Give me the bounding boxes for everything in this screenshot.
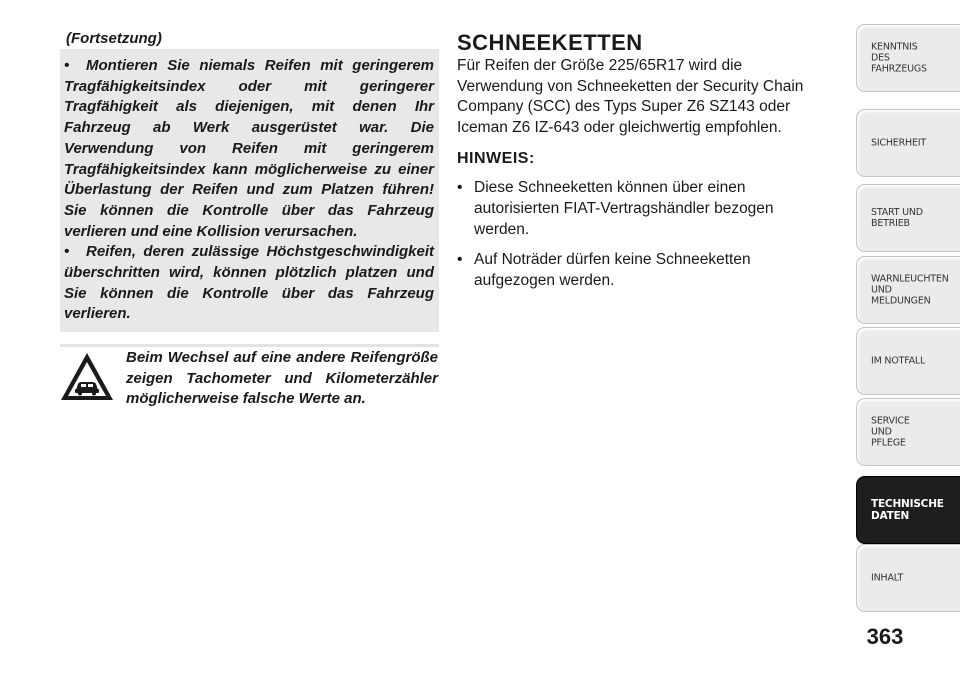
car-warning-triangle-icon bbox=[58, 350, 116, 404]
warning-bullet-2: • Reifen, deren zulässige Höchstgeschwindigkeit überschritten wird, können plötzlich platzen und Sie können die Kontrolle über das Fahrzeug verlieren. bbox=[64, 243, 434, 323]
note-text: Beim Wechsel auf eine andere Reifengröße zeigen Tachometer und Kilometerzähler möglicherweise falsche Werte an. bbox=[126, 349, 438, 407]
tab-kenntnis-des-fahrzeugs[interactable]: KENNTNIS DES FAHRZEUGS bbox=[856, 24, 960, 92]
tab-warnleuchten[interactable]: WARNLEUCHTEN UND MELDUNGEN bbox=[856, 256, 960, 324]
list-item: • Diese Schneeketten können über einen autorisierten FIAT-Vertragshändler bezogen werden. bbox=[457, 179, 774, 238]
tab-im-notfall[interactable]: IM NOTFALL bbox=[856, 327, 960, 395]
tab-service-und-pflege[interactable]: SERVICE UND PFLEGE bbox=[856, 398, 960, 466]
bullet-icon: • bbox=[457, 251, 463, 268]
section-title: SCHNEEKETTEN bbox=[457, 30, 643, 55]
hint-heading: HINWEIS: bbox=[457, 150, 535, 167]
continuation-label: (Fortsetzung) bbox=[66, 30, 162, 47]
list-item: • Auf Noträder dürfen keine Schneeketten aufgezogen werden. bbox=[457, 251, 751, 289]
bullet-icon: • bbox=[64, 243, 70, 261]
intro-paragraph bbox=[457, 56, 829, 138]
page-number: 363 bbox=[866, 624, 904, 649]
hint-list bbox=[457, 177, 829, 300]
intro-text: Für Reifen der Größe 225/65R17 wird die Verwendung von Schneeketten der Security Chain Company (SCC) des Typs Super Z6 SZ143 oder Iceman Z6 IZ-643 oder gleichwertig empfohlen. bbox=[457, 57, 804, 136]
bullet-icon: • bbox=[64, 57, 70, 74]
warning-bullet-1: • Montieren Sie niemals Reifen mit geringerem Tragfähigkeitsindex oder mit geringerer Tragfähigkeit als diejenigen, mit denen Ihr Fahrzeug ab Werk ausgerüstet war. Die Verwendung von Reifen mit geringerem Tragfähigkeitsindex kann möglicherweise zu einer Überlastung der Reifen und zum Platzen führen! Sie können die Kontrolle über das Fahrzeug verlieren und eine Kollision verursachen. bbox=[64, 57, 434, 240]
tab-sicherheit[interactable]: SICHERHEIT bbox=[856, 109, 960, 177]
tab-start-und-betrieb[interactable]: START UND BETRIEB bbox=[856, 184, 960, 252]
bullet-icon: • bbox=[457, 179, 463, 196]
tab-inhalt[interactable]: INHALT bbox=[856, 544, 960, 612]
note-divider bbox=[60, 344, 439, 347]
tab-technische-daten[interactable]: TECHNISCHE DATEN bbox=[856, 476, 960, 544]
warning-text bbox=[64, 56, 434, 325]
